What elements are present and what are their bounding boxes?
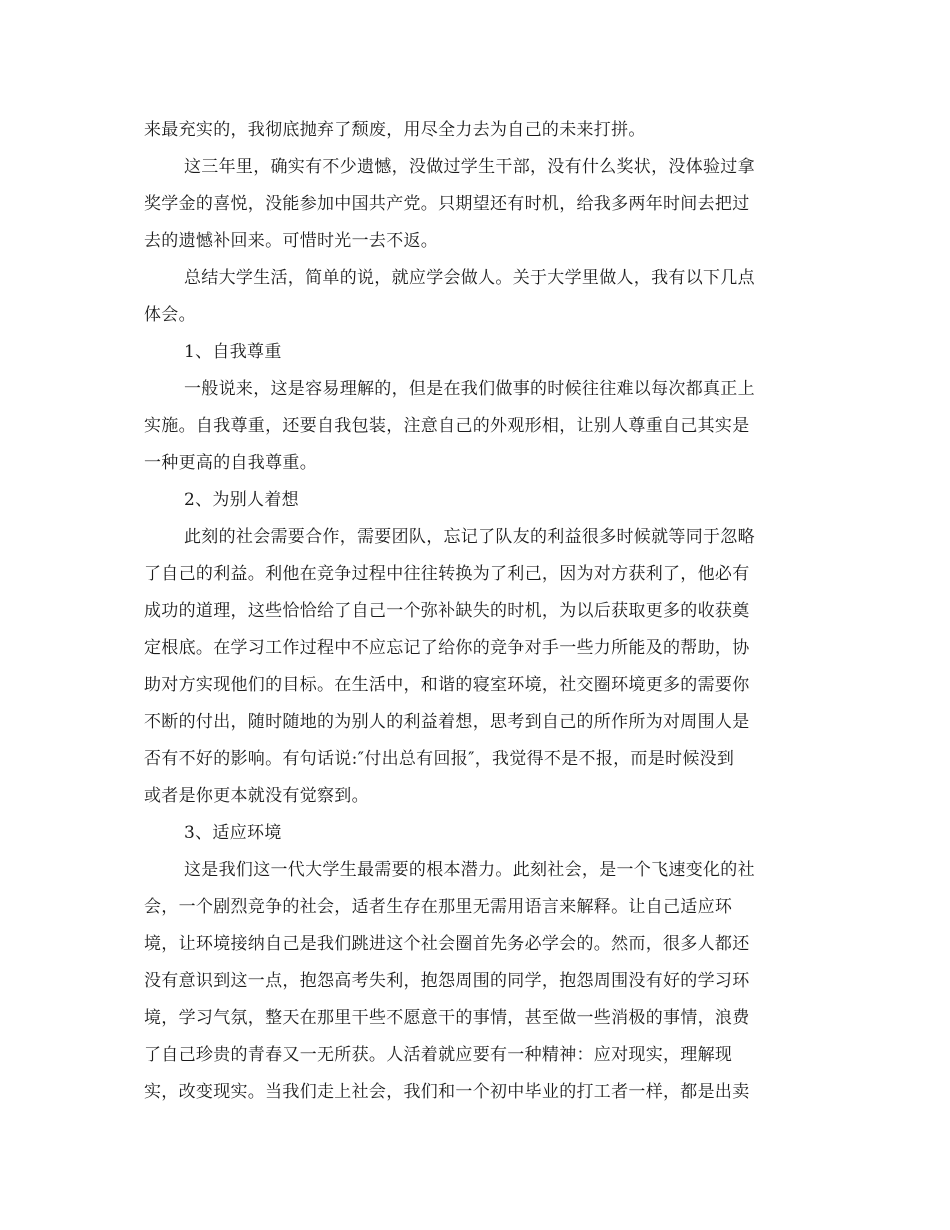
text-line: 没有意识到这一点，抱怨高考失利，抱怨周围的同学，抱怨周围没有好的学习环 <box>144 971 750 991</box>
text-line: 成功的道理，这些恰恰给了自己一个弥补缺失的时机，为以后获取更多的收获奠 <box>144 601 750 621</box>
text-line: 总结大学生活，简单的说，就应学会做人。关于大学里做人，我有以下几点 <box>184 268 755 288</box>
text-line: 实施。自我尊重，还要自我包装，注意自己的外观形相，让别人尊重自己其实是 <box>144 416 750 436</box>
text-line: 体会。 <box>144 305 196 325</box>
text-line: 或者是你更本就没有觉察到。 <box>144 786 369 806</box>
text-line: 了自己珍贵的青春又一无所获。人活着就应要有一种精神：应对现实，理解现 <box>144 1045 733 1065</box>
text-line: 否有不好的影响。有句话说:″付出总有回报″，我觉得不是不报，而是时候没到 <box>144 749 735 769</box>
text-line: 境，让环境接纳自己是我们跳进这个社会圈首先务必学会的。然而，很多人都还 <box>144 934 750 954</box>
text-line: 定根底。在学习工作过程中不应忘记了给你的竞争对手一些力所能及的帮助，协 <box>144 638 750 658</box>
text-line: 此刻的社会需要合作，需要团队，忘记了队友的利益很多时候就等同于忽略 <box>184 527 755 547</box>
section-heading: 3、适应环境 <box>184 823 282 843</box>
text-line: 助对方实现他们的目标。在生活中，和谐的寝室环境，社交圈环境更多的需要你 <box>144 675 750 695</box>
text-line: 会，一个剧烈竞争的社会，适者生存在那里无需用语言来解释。让自己适应环 <box>144 897 733 917</box>
text-line: 奖学金的喜悦，没能参加中国共产党。只期望还有时机，给我多两年时间去把过 <box>144 194 750 214</box>
text-line: 来最充实的，我彻底抛弃了颓废，用尽全力去为自己的未来打拼。 <box>144 120 646 140</box>
text-line: 去的遗憾补回来。可惜时光一去不返。 <box>144 231 439 251</box>
text-line: 了自己的利益。利他在竞争过程中往往转换为了利己，因为对方获利了，他必有 <box>144 564 750 584</box>
text-line: 这三年里，确实有不少遗憾，没做过学生干部，没有什么奖状，没体验过拿 <box>184 157 755 177</box>
document-page <box>144 112 808 1111</box>
section-heading: 2、为别人着想 <box>184 490 299 510</box>
text-line: 这是我们这一代大学生最需要的根本潜力。此刻社会，是一个飞速变化的社 <box>184 860 755 880</box>
text-line: 一般说来，这是容易理解的，但是在我们做事的时候往往难以每次都真正上 <box>184 379 755 399</box>
text-line: 境，学习气氛，整天在那里干些不愿意干的事情，甚至做一些消极的事情，浪费 <box>144 1008 750 1028</box>
text-line: 不断的付出，随时随地的为别人的利益着想，思考到自己的所作所为对周围人是 <box>144 712 750 732</box>
text-line: 一种更高的自我尊重。 <box>144 453 317 473</box>
text-line: 实，改变现实。当我们走上社会，我们和一个初中毕业的打工者一样，都是出卖 <box>144 1082 750 1102</box>
section-heading: 1、自我尊重 <box>184 342 282 362</box>
